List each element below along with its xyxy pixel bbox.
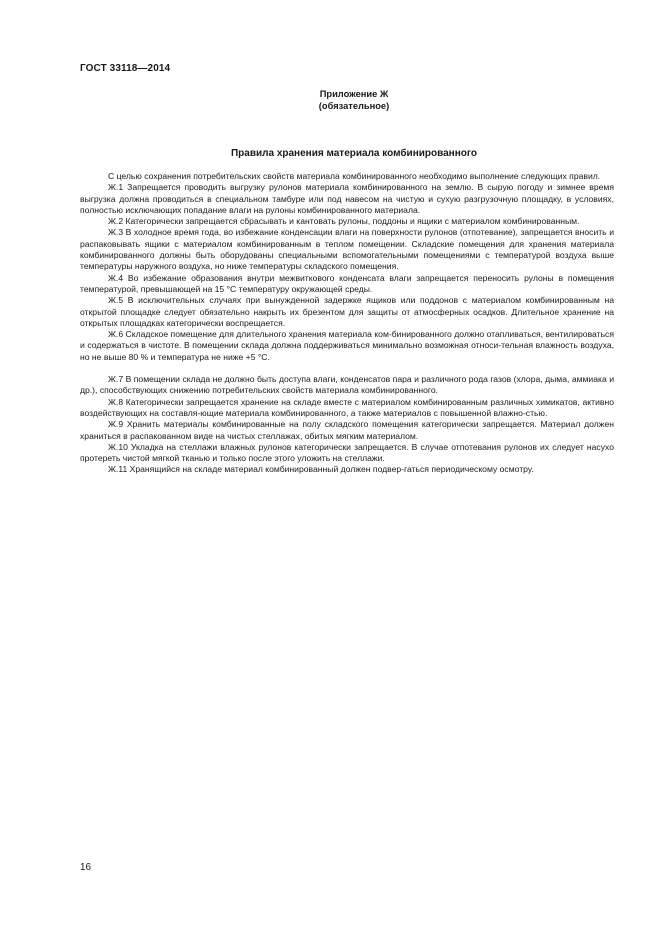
rule-paragraph-zh6: Ж.6 Складское помещение для длительного хранения материала ком-бинированного должно отапливаться, вентилироваться и содержаться в чистоте. В помещении склада должна поддерживаться минимально возможная относи-тельная влажность воздуха, но не выше 80 % и температура не ниже +5 °С.	[80, 329, 614, 362]
rule-paragraph-zh5: Ж.5 В исключительных случаях при вынужденной задержке ящиков или поддонов с материалом комбинированным на открытой площадке следует обязательно накрыть их брезентом для защиты от атмосферных осадков. Длительное хранение на открытых площадках категорически воспрещается.	[80, 295, 614, 328]
rule-paragraph-zh4: Ж.4 Во избежание образования внутри межвиткового конденсата влаги запрещается переносить рулоны в помещения температурой, превышающей на 15 °С температуру окружающей среды.	[80, 272, 614, 294]
intro-paragraph: С целью сохранения потребительских свойств материала комбинированного необходимо выполнение следующих правил.	[108, 171, 601, 181]
rule-paragraph-zh2: Ж.2 Категорически запрещается сбрасывать и кантовать рулоны, поддоны и ящики с материалом комбинированным.	[108, 216, 580, 227]
page-number: 16	[80, 862, 92, 873]
document-header: ГОСТ 33118—2014	[80, 63, 171, 74]
rule-paragraph-zh1: Ж.1 Запрещается проводить выгрузку рулонов материала комбинированного на землю. В сырую погоду и зимнее время выгрузка должна проводиться в специальном тамбуре или под навесом на чистую и сухую разгрузочную площадку, в условиях, полностью исключающих попадание влаги на рулоны комбинированного материала.	[80, 182, 614, 215]
appendix-status: (обязательное)	[318, 101, 390, 111]
rule-paragraph-zh8: Ж.8 Категорически запрещается хранение на складе вместе с материалом комбинированным различных химикатов, активно воздействующих на составля-ющие материала комбинированного, а также материалов с повышенной влажно-стью.	[80, 396, 614, 418]
rule-paragraph-zh10: Ж.10 Укладка на стеллажи влажных рулонов категорически запрещается. В случае отпотевания рулонов их следует насухо протереть чистой мягкой тканью и только после этого уложить на стеллажи.	[80, 441, 614, 464]
section-title: Правила хранения материала комбинированного	[230, 148, 478, 159]
rule-paragraph-zh7: Ж.7 В помещении склада не должно быть доступа влаги, конденсатов пара и различного рода газов (хлора, дыма, аммиака и др.), способствующих снижению потребительских свойств материала комбинированного.	[80, 374, 614, 396]
appendix-label: Приложение Ж	[319, 89, 389, 99]
rule-paragraph-zh3: Ж.3 В холодное время года, во избежание конденсации влаги на поверхности рулонов (отпотевание), запрещается вносить и распаковывать ящики с материалом комбинированным в теплом помещении. Складские помещения для хранения материала комбинированного должны быть оборудованы специальными вспомогательными помещениями с температурой воздуха выше температуры наружного воздуха, но ниже температуры складского помещения.	[80, 227, 614, 272]
body-text	[80, 171, 614, 476]
rule-paragraph-zh9: Ж.9 Хранить материалы комбинированные на полу складского помещения категорически запрещается. Материал должен храниться в распакованном виде на чистых стеллажах, обитых мягким материалом.	[80, 419, 614, 441]
rule-paragraph-zh11: Ж.11 Хранящийся на складе материал комбинированный должен подвер-гаться периодическому осмотру.	[108, 464, 534, 475]
